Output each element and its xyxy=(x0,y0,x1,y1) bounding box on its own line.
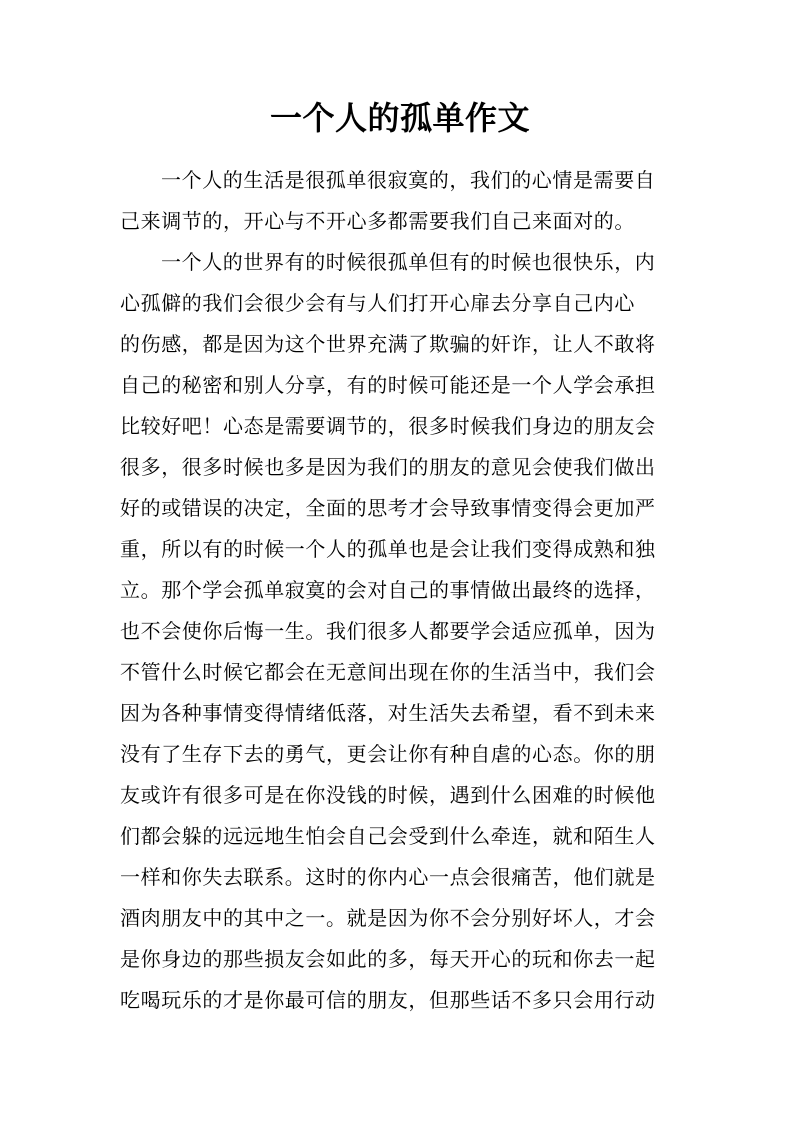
paragraph-line: 重，所以有的时候一个人的孤单也是会让我们变得成熟和独 xyxy=(120,537,656,561)
document-title: 一个人的孤单作文 xyxy=(269,99,530,137)
paragraph-line: 比较好吧！心态是需要调节的，很多时候我们身边的朋友会 xyxy=(120,414,656,438)
paragraph-line: 一样和你失去联系。这时的你内心一点会很痛苦，他们就是 xyxy=(120,865,656,889)
paragraph-line: 们都会躲的远远地生怕会自己会受到什么牵连，就和陌生人 xyxy=(120,824,656,848)
paragraph-line: 好的或错误的决定，全面的思考才会导致事情变得会更加严 xyxy=(120,496,656,520)
paragraph-line: 很多，很多时候也多是因为我们的朋友的意见会使我们做出 xyxy=(120,455,656,479)
paragraph-line: 己来调节的，开心与不开心多都需要我们自己来面对的。 xyxy=(120,209,635,233)
paragraph-line: 不管什么时候它都会在无意间出现在你的生活当中，我们会 xyxy=(120,660,656,684)
paragraph-line: 吃喝玩乐的才是你最可信的朋友，但那些话不多只会用行动 xyxy=(120,988,656,1012)
document-body xyxy=(120,160,680,1021)
paragraph-line: 的伤感，都是因为这个世界充满了欺骗的奸诈，让人不敢将 xyxy=(120,332,656,356)
paragraph-line: 一个人的世界有的时候很孤单但有的时候也很快乐，内 xyxy=(161,250,656,274)
paragraph-line: 一个人的生活是很孤单很寂寞的，我们的心情是需要自 xyxy=(161,168,656,192)
paragraph-line: 立。那个学会孤单寂寞的会对自己的事情做出最终的选择， xyxy=(120,578,656,602)
paragraph-line: 也不会使你后悔一生。我们很多人都要学会适应孤单，因为 xyxy=(120,619,656,643)
paragraph-line: 自己的秘密和别人分享，有的时候可能还是一个人学会承担 xyxy=(120,373,656,397)
paragraph-line: 心孤僻的我们会很少会有与人们打开心扉去分享自己内心 xyxy=(120,291,635,315)
paragraph-line: 没有了生存下去的勇气，更会让你有种自虐的心态。你的朋 xyxy=(120,742,656,766)
paragraph-line: 酒肉朋友中的其中之一。就是因为你不会分别好坏人，才会 xyxy=(120,906,656,930)
paragraph-1 xyxy=(120,160,680,242)
paragraph-line: 因为各种事情变得情绪低落，对生活失去希望，看不到未来 xyxy=(120,701,656,725)
paragraph-2 xyxy=(120,242,680,1021)
paragraph-line: 是你身边的那些损友会如此的多，每天开心的玩和你去一起 xyxy=(120,947,656,971)
paragraph-line: 友或许有很多可是在你没钱的时候，遇到什么困难的时候他 xyxy=(120,783,656,807)
